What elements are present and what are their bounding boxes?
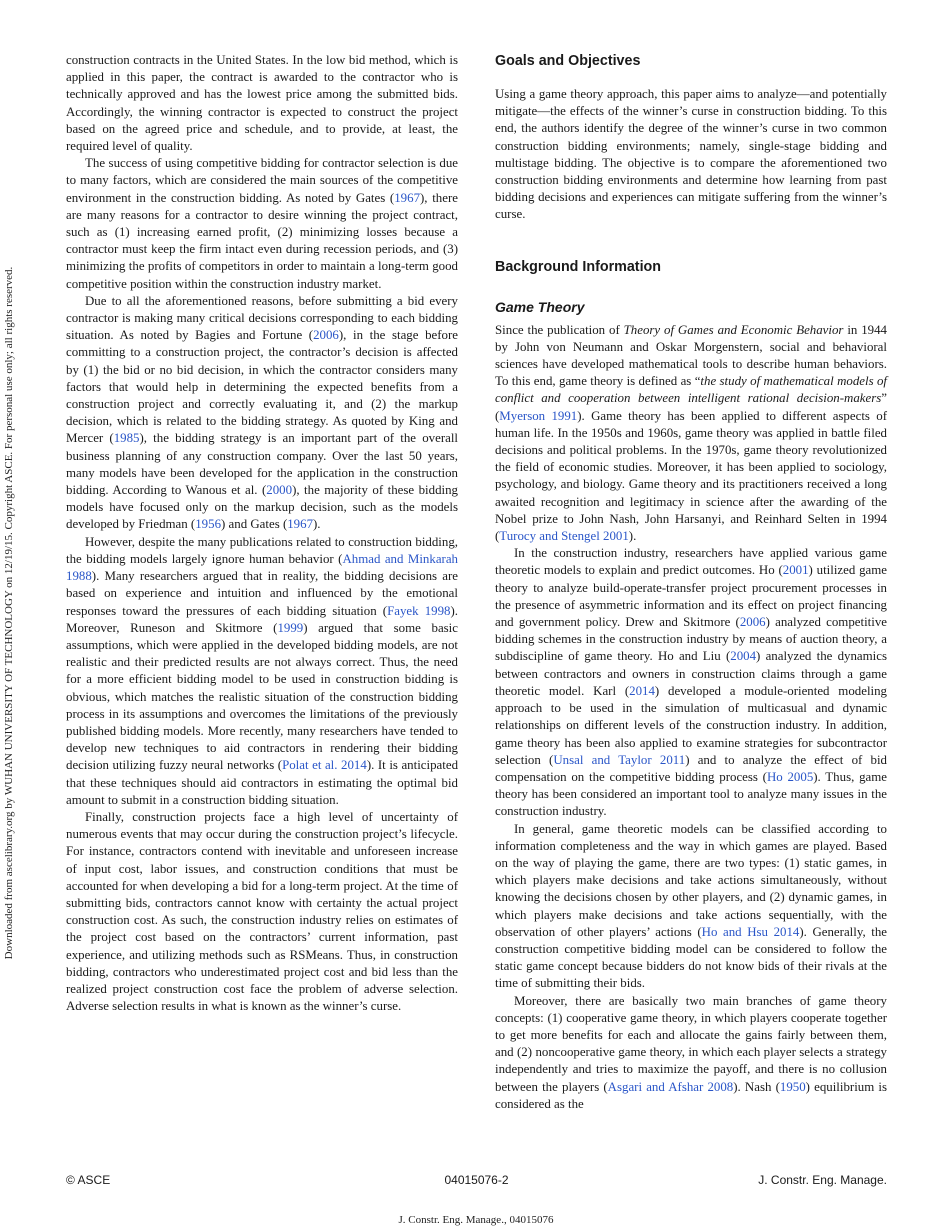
- paragraph: However, despite the many publications related to construction bidding, the bidding models largely ignore human behavior (Ahmad and Minkarah 1988). Many researchers argued that in reality, the bidding decisions are based on experience and intuition and influenced by the emotional responses toward the pressures of each bidding situation (Fayek 1998). Moreover, Runeson and Skitmore (1999) argued that some basic assumptions, which were applied in the developed bidding models, are not realistic and their predicted results are not always correct. Thus, the need for a more efficient bidding model to be used in construction bidding is obvious, which matches the realistic situation of the construction bidding process in its assumptions and overcomes the limitations of the previously published bidding models. More recently, many researchers have tended to develop new techniques to aid contractors in rendering their bidding decision utilizing fuzzy neural networks (Polat et al. 2014). It is anticipated that these techniques should aid contractors in estimating the optimal bid amount to submit in a construction bidding situation.: [66, 534, 459, 807]
- citation-link[interactable]: 2006: [739, 615, 766, 630]
- citation-link[interactable]: Myerson 1991: [499, 408, 578, 423]
- citation-link[interactable]: Ho 2005: [766, 769, 814, 784]
- section-heading-background: Background Information: [495, 258, 662, 275]
- bottom-citation: J. Constr. Eng. Manage., 04015076: [398, 1214, 554, 1226]
- citation-link[interactable]: 1956: [195, 517, 222, 532]
- download-notice-sidebar: Downloaded from ascelibrary.org by WUHAN UNIVERSITY OF TECHNOLOGY on 12/19/15. Copyright ASCE. For personal use only; all rights reserved.: [3, 266, 15, 960]
- paragraph: In the construction industry, researchers have applied various game theoretic models to explain and predict outcomes. Ho (2001) utilized game theory to analyze build-operate-transfer project procurement processes in the presence of asymmetric information and its effect on project financing and government policy. Drew and Skitmore (2006) analyzed competitive bidding schemes in the construction industry by means of auction theory, a subdiscipline of game theory. Ho and Liu (2004) analyzed the dynamics between contractors and owners in construction claims through a game theoretic model. Karl (2014) developed a module-oriented modeling approach to be used in the simulation of multicasual and dynamic relationships on different levels of the construction industry. In addition, game theory has been also applied to examine strategies for subcontractor selection (Unsal and Taylor 2011) and to analyze the effect of bid compensation on the competitive bidding process (Ho 2005). Thus, game theory has been considered an important tool to analyze many issues in the construction industry.: [495, 546, 888, 819]
- paragraph: Moreover, there are basically two main branches of game theory concepts: (1) cooperative game theory, in which players cooperate together to get more benefits for each and allocate the gains fairly between them, and (2) noncooperative game theory, in which each player selects a strategy independently and tries to maximize the payoff, and there is no collusion between the players (Asgari and Afshar 2008). Nash (1950) equilibrium is considered as the: [495, 993, 887, 1111]
- paragraph: Using a game theory approach, this paper aims to analyze—and potentially mitigate—the effects of the winner’s curse in construction bidding. To this end, the authors identify the degree of the winner’s curse in two common construction bidding environments; namely, single-stage bidding and multistage bidding. The objective is to compare the aforementioned two construction bidding environments and determine how learning from past bidding decisions and experiences can mitigate suffering from the winner’s curse.: [495, 87, 887, 222]
- citation-link[interactable]: 1967: [287, 517, 314, 532]
- paragraph: Finally, construction projects face a high level of uncertainty of numerous events that may occur during the construction project’s lifecycle. For instance, contractors contend with inevitable and unforeseen increase of input cost, labor issues, and construction conditions that must be accounted for when developing a bid for a long-term project. At the time of submitting bids, contractors cannot know with certainty the actual project construction cost. As such, the construction industry relies on estimates of the project cost based on the contractors’ current information, past experience, and utilizing methods such as RSMeans. Thus, in construction bidding, contractors who underestimated project cost and bid less than the realized project construction cost face the problem of adverse selection. Adverse selection results in what is known as the winner’s curse.: [66, 809, 458, 1014]
- citation-link[interactable]: 1999: [277, 620, 304, 635]
- citation-link[interactable]: Turocy and Stengel 2001: [499, 529, 629, 544]
- citation-link[interactable]: Polat et al. 2014: [282, 758, 367, 773]
- footer-page-number: 04015076-2: [444, 1173, 509, 1187]
- citation-link[interactable]: 1950: [779, 1079, 806, 1094]
- left-column: [66, 52, 458, 1015]
- citation-link[interactable]: 2006: [313, 328, 339, 343]
- footer-copyright: © ASCE: [66, 1173, 111, 1187]
- citation-link[interactable]: 2001: [782, 563, 809, 578]
- paragraph: Since the publication of Theory of Games and Economic Behavior in 1944 by John von Neumann and Oskar Morgenstern, social and behavioral sciences have developed mathematical tools to describe human behaviors. To this end, game theory is defined as “the study of mathematical models of conflict and cooperation between intelligent rational decision-makers” (Myerson 1991). Game theory has been applied to different aspects of human life. In the 1950s and 1960s, game theory was applied in battle filed decisions and political problems. In the 1970s, game theory revolutionized the field of economic studies. Moreover, it has been applied to sociology, psychology, and biology. Game theory and its practitioners received a long awaited recognition and legitimacy in science after the awarding of the Nobel prize to John Nash, John Harsanyi, and Reinhard Selten in 1994 (Turocy and Stengel 2001).: [495, 322, 888, 544]
- citation-link[interactable]: Unsal and Taylor 2011: [553, 752, 686, 767]
- citation-link[interactable]: 1967: [394, 190, 421, 205]
- citation-link[interactable]: 1985: [113, 431, 140, 446]
- page-footer: [66, 1171, 887, 1189]
- citation-link[interactable]: Ahmad and Minkarah 1988: [66, 551, 458, 584]
- paragraph: The success of using competitive bidding for contractor selection is due to many factors, which are considered the main sources of the competitive environment in the construction bidding. As noted by Gates (1967), there are many reasons for a contractor to desire winning the project contract, such as (1) increasing earned profit, (2) minimizing losses because a contractor must keep the firm intact even during recession periods, and (3) minimizing the profits of competitors in order to maintain a long-term good competitive position within the construction industry market.: [66, 156, 458, 291]
- citation-link[interactable]: Ho and Hsu 2014: [701, 924, 800, 939]
- footer-journal: J. Constr. Eng. Manage.: [758, 1173, 887, 1187]
- paragraph: construction contracts in the United States. In the low bid method, which is applied in this paper, the contract is awarded to the contractor who is technically approved and has the lowest price among the submitted bids. Accordingly, the winning contractor is expected to construct the project based on the agreed price and schedule, and to provide, at least, the required level of quality.: [66, 53, 458, 154]
- right-column: [495, 52, 887, 1113]
- citation-link[interactable]: 2004: [730, 649, 757, 664]
- paragraph: In general, game theoretic models can be classified according to information completeness and the way in which games are played. Based on the way of playing the game, there are two types: (1) static games, in which players make decisions and take actions simultaneously, without knowing the decisions chosen by other players, and (2) dynamic games, in which players make decisions and take actions sequentially, with the observation of other players’ actions (Ho and Hsu 2014). Generally, the construction competitive bidding model can be considered to follow the static game concept because bidders do not know bids of their rivals at the time of submitting their bids.: [495, 821, 887, 991]
- section-heading-goals: Goals and Objectives: [495, 53, 641, 69]
- subsection-heading-game-theory: Game Theory: [495, 298, 585, 315]
- citation-link[interactable]: Asgari and Afshar 2008: [607, 1079, 734, 1094]
- citation-link[interactable]: 2014: [629, 683, 655, 698]
- paragraph: Due to all the aforementioned reasons, before submitting a bid every contractor is making many critical decisions corresponding to each bidding situation. As noted by Bagies and Fortune (2006), in the stage before committing to a construction project, the contractor’s decision is affected by (1) the bid or no bid decision, in which the contractor considers many factors that would help in determining the expected benefits from a construction project and correctly evaluating it, and (2) the markup decision, which is related to the bidding strategy. As quoted by King and Mercer (1985), the bidding strategy is an important part of the overall business planning of any construction company. Over the last 50 years, many models have been developed for the application in the construction bidding. According to Wanous et al. (2000), the majority of these bidding models have focused only on the markup decision, such as the models developed by Friedman (1956) and Gates (1967).: [66, 293, 459, 532]
- citation-link[interactable]: Fayek 1998: [387, 603, 451, 618]
- citation-link[interactable]: 2000: [266, 483, 293, 498]
